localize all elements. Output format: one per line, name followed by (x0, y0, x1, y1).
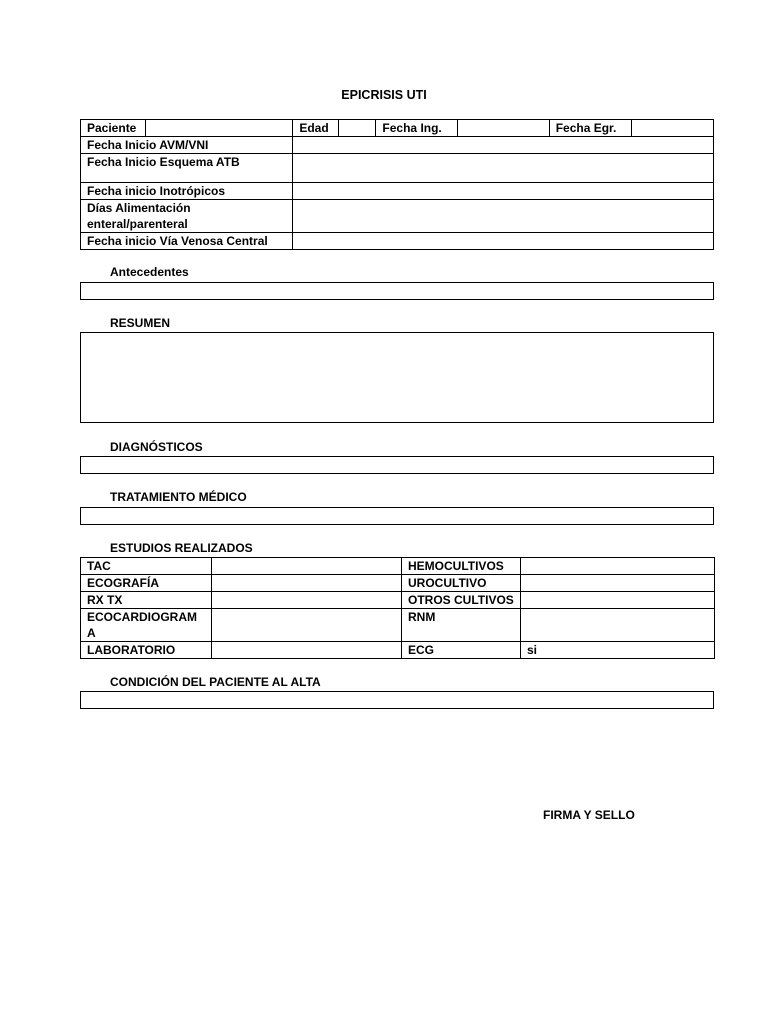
document-title: EPICRISIS UTI (341, 88, 427, 102)
estudio-label: OTROS CULTIVOS (402, 592, 521, 609)
estudio-label: HEMOCULTIVOS (402, 558, 521, 575)
estudios-row (81, 609, 715, 642)
fecha-egreso-label: Fecha Egr. (549, 120, 631, 137)
patient-info-table (80, 119, 714, 250)
date-row (81, 200, 714, 233)
diagnosticos-heading: DIAGNÓSTICOS (110, 440, 203, 454)
antecedentes-heading: Antecedentes (110, 265, 189, 279)
estudios-row (81, 558, 715, 575)
edad-field[interactable] (339, 120, 376, 137)
paciente-field[interactable] (146, 120, 293, 137)
estudio-label: RX TX (81, 592, 212, 609)
estudio-field[interactable] (212, 575, 402, 592)
estudio-label: LABORATORIO (81, 642, 212, 659)
patient-header-row (81, 120, 714, 137)
estudio-label: TAC (81, 558, 212, 575)
date-row (81, 233, 714, 250)
fecha-ingreso-label: Fecha Ing. (376, 120, 457, 137)
edad-label: Edad (293, 120, 339, 137)
estudio-label: UROCULTIVO (402, 575, 521, 592)
resumen-heading: RESUMEN (110, 316, 171, 330)
estudio-field[interactable] (521, 558, 715, 575)
condicion-heading: CONDICIÓN DEL PACIENTE AL ALTA (110, 675, 321, 689)
estudios-row (81, 575, 715, 592)
date-row-field[interactable] (293, 200, 714, 233)
fecha-ingreso-field[interactable] (457, 120, 549, 137)
estudios-heading: ESTUDIOS REALIZADOS (110, 541, 253, 555)
estudio-field[interactable]: si (521, 642, 715, 659)
date-row (81, 137, 714, 154)
estudio-field[interactable] (212, 609, 402, 642)
condicion-field[interactable] (80, 691, 714, 709)
estudio-label: ECG (402, 642, 521, 659)
estudio-label: RNM (402, 609, 521, 642)
resumen-field[interactable] (80, 332, 714, 423)
estudios-row (81, 642, 715, 659)
estudio-field[interactable] (521, 575, 715, 592)
estudio-field[interactable] (521, 609, 715, 642)
paciente-label: Paciente (81, 120, 146, 137)
date-row (81, 183, 714, 200)
tratamiento-heading: TRATAMIENTO MÉDICO (110, 490, 247, 504)
date-row-field[interactable] (293, 183, 714, 200)
date-row-field[interactable] (293, 233, 714, 250)
date-row-field[interactable] (293, 154, 714, 183)
date-row-label: Fecha Inicio Esquema ATB (81, 154, 293, 183)
estudio-field[interactable] (212, 642, 402, 659)
date-row-label: Días Alimentación enteral/parenteral (81, 200, 293, 233)
estudios-row (81, 592, 715, 609)
diagnosticos-field[interactable] (80, 456, 714, 474)
fecha-egreso-field[interactable] (631, 120, 713, 137)
estudio-label: ECOCARDIOGRAMA (81, 609, 212, 642)
date-row-field[interactable] (293, 137, 714, 154)
estudio-field[interactable] (521, 592, 715, 609)
date-row-label: Fecha Inicio AVM/VNI (81, 137, 293, 154)
estudio-field[interactable] (212, 592, 402, 609)
estudio-field[interactable] (212, 558, 402, 575)
date-row (81, 154, 714, 183)
date-row-label: Fecha inicio Inotrópicos (81, 183, 293, 200)
estudios-table (80, 557, 715, 659)
signature-label: FIRMA Y SELLO (543, 808, 635, 822)
estudio-label: ECOGRAFÍA (81, 575, 212, 592)
tratamiento-field[interactable] (80, 507, 714, 525)
antecedentes-field[interactable] (80, 282, 714, 300)
date-row-label: Fecha inicio Vía Venosa Central (81, 233, 293, 250)
